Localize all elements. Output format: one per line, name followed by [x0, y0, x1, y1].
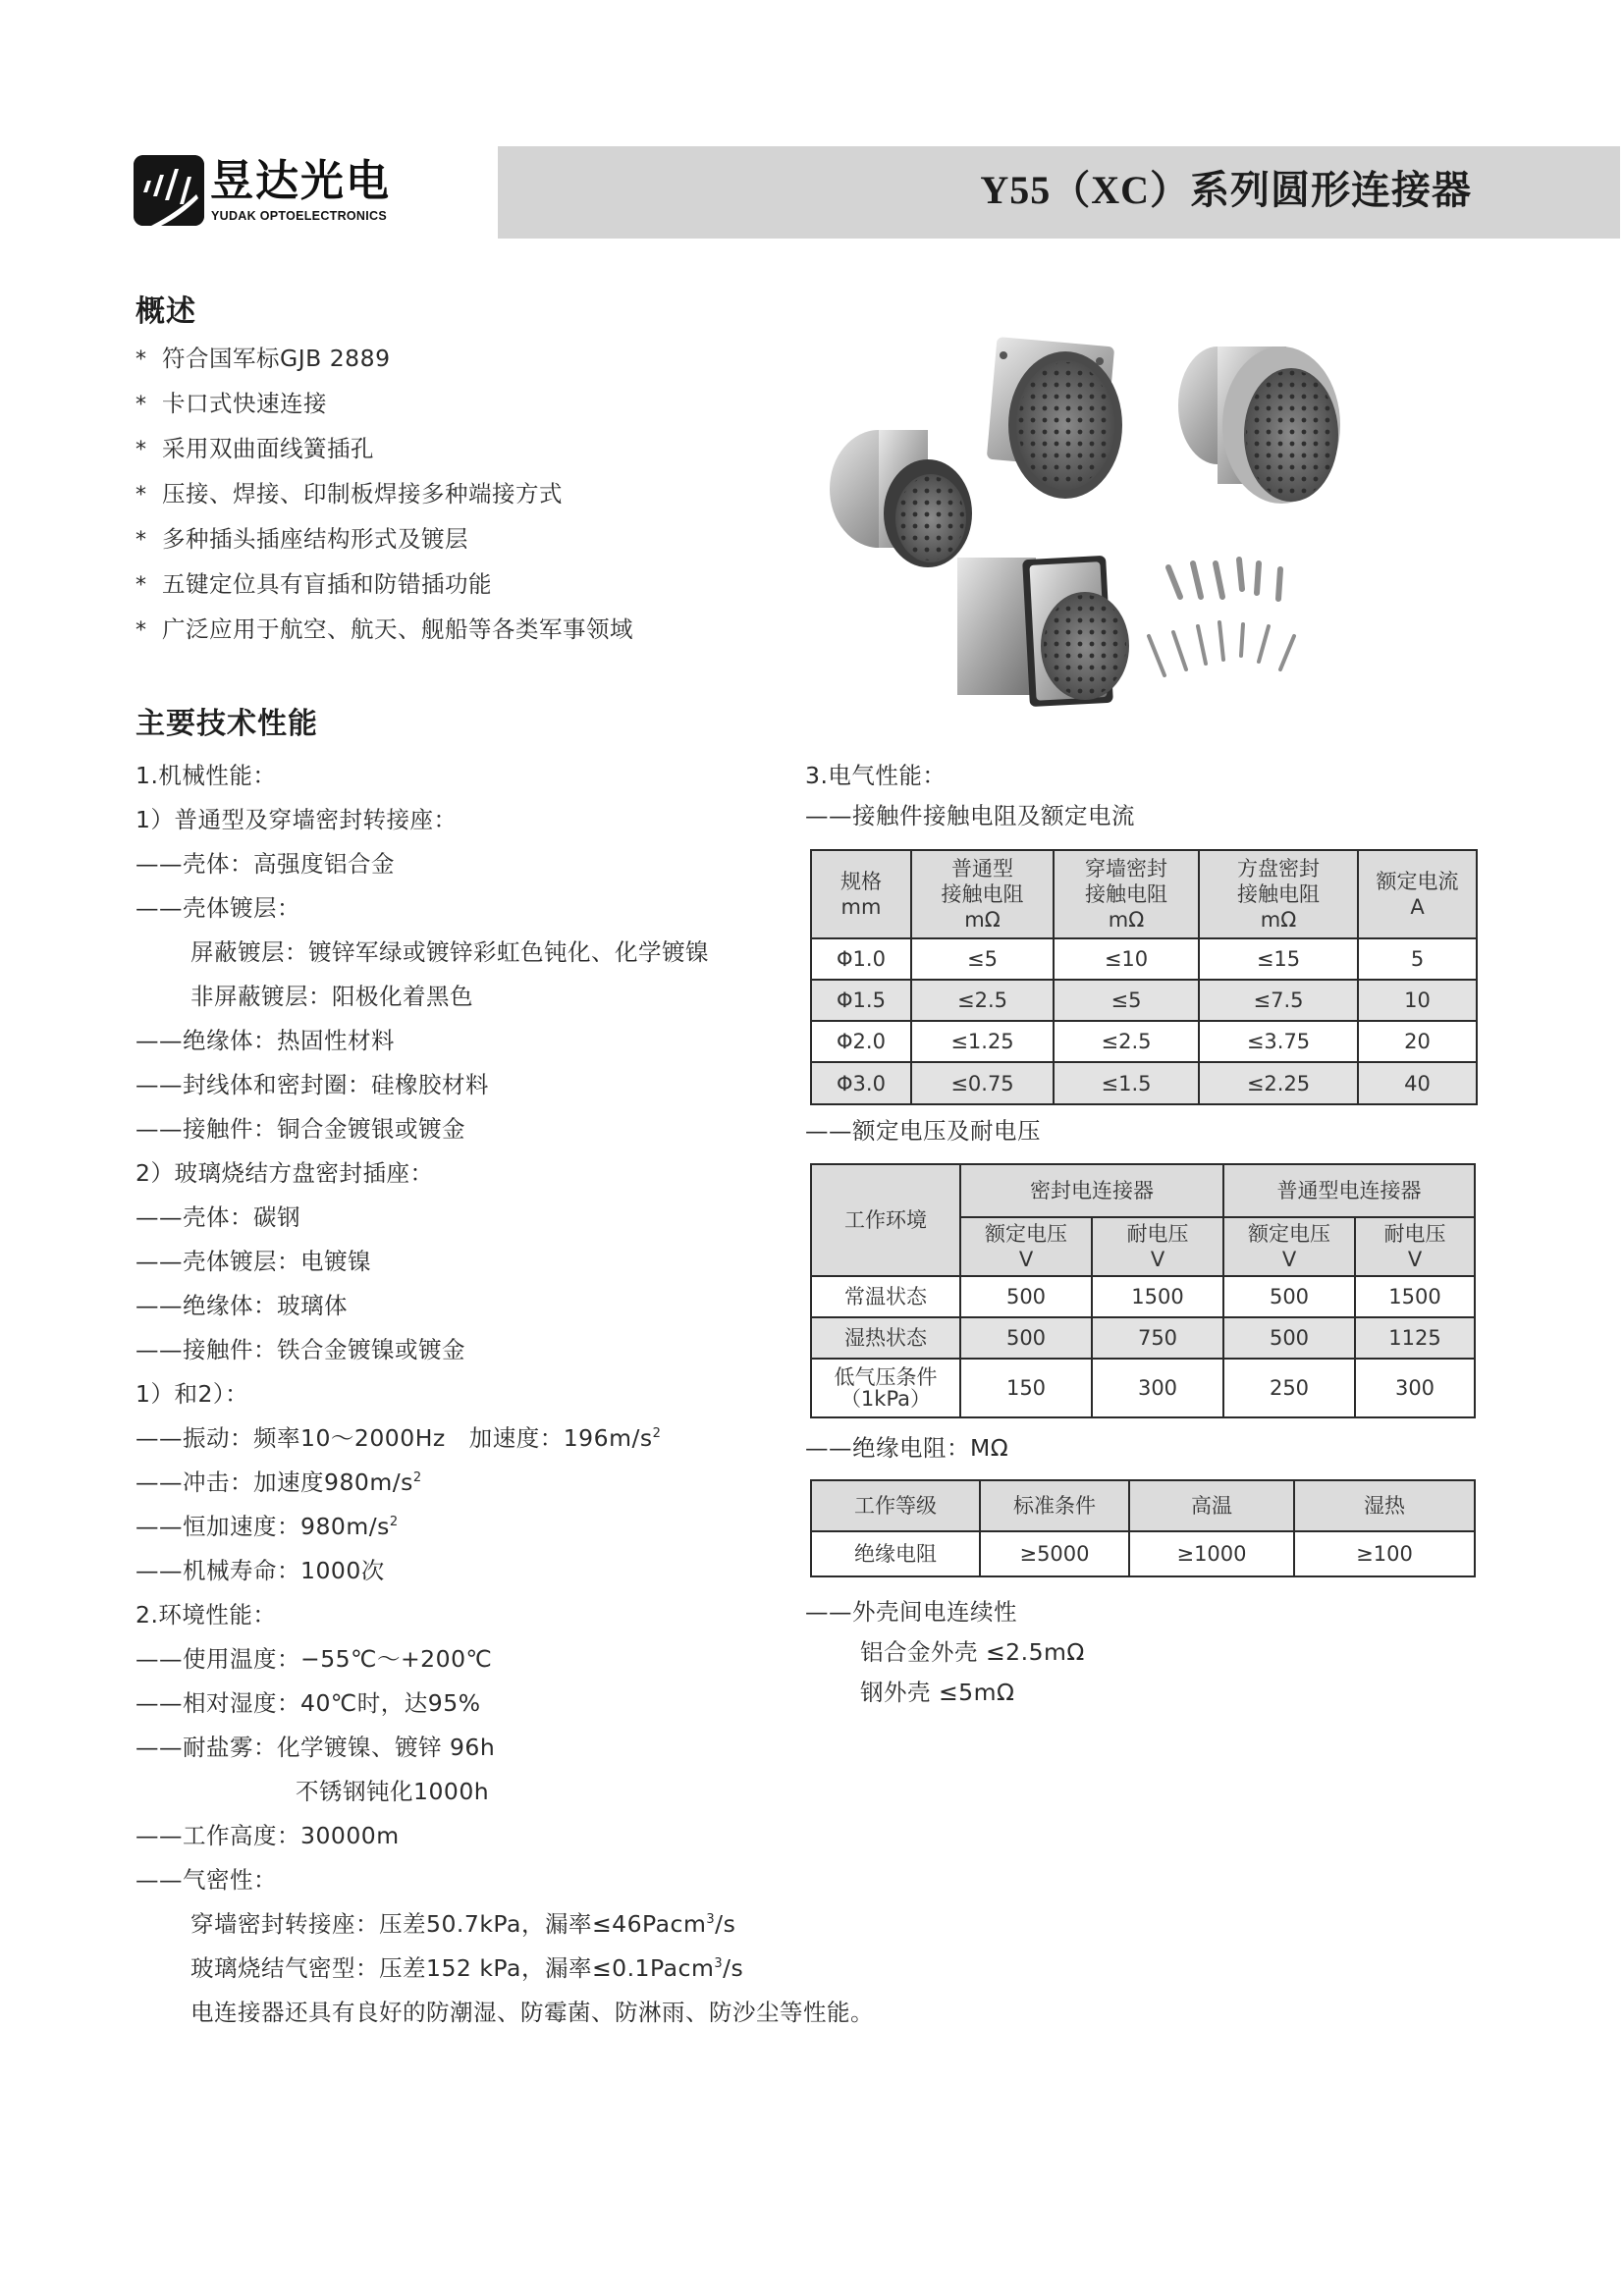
overview-list — [135, 344, 633, 660]
table-row: Φ1.5 ≤2.5 ≤5 ≤7.5 10 — [811, 980, 1477, 1021]
spec-line: ——壳体：高强度铝合金 — [135, 850, 395, 878]
table-header: 耐电压 V — [1092, 1217, 1223, 1276]
logo-icon — [134, 155, 204, 226]
spec-humidity: ——相对湿度：40℃时，达95% — [135, 1689, 481, 1717]
spec-life: ——机械寿命：1000次 — [135, 1557, 385, 1584]
table-row: Φ1.0 ≤5 ≤10 ≤15 5 — [811, 938, 1477, 980]
table-header-row — [811, 1164, 1475, 1217]
table-header: 额定电压 V — [960, 1217, 1092, 1276]
table-header: 额定电压 V — [1223, 1217, 1355, 1276]
spec-salt-2: 不锈钢钝化1000h — [296, 1778, 490, 1805]
company-logo-mark — [134, 155, 204, 226]
electrical-heading: 3.电气性能： — [805, 762, 947, 789]
table-row: 常温状态 500 1500 500 1500 — [811, 1276, 1475, 1317]
table-header: 方盘密封 接触电阻 mΩ — [1199, 850, 1358, 938]
table-header-row — [811, 850, 1477, 938]
mechanical-heading: 1.机械性能： — [135, 762, 277, 789]
spec-temp: ——使用温度：−55℃～+200℃ — [135, 1645, 493, 1673]
spec-line: ——接触件：铜合金镀银或镀金 — [135, 1115, 465, 1143]
table-row: Φ2.0 ≤1.25 ≤2.5 ≤3.75 20 — [811, 1021, 1477, 1062]
table-row: 湿热状态 500 750 500 1125 — [811, 1317, 1475, 1359]
overview-item: * 多种插头插座结构形式及镀层 — [135, 524, 633, 569]
continuity-steel: 钢外壳 ≤5mΩ — [860, 1679, 1015, 1706]
overview-title: 概述 — [135, 294, 196, 329]
spec-line: ——接触件：铁合金镀镍或镀金 — [135, 1336, 465, 1363]
table-row: 绝缘电阻 ≥5000 ≥1000 ≥100 — [811, 1531, 1475, 1576]
overview-item: * 压接、焊接、印制板焊接多种端接方式 — [135, 479, 633, 524]
spec-line: ——封线体和密封圈：硅橡胶材料 — [135, 1071, 489, 1098]
overview-item: * 符合国军标GJB 2889 — [135, 344, 633, 389]
spec-line: ——绝缘体：热固性材料 — [135, 1027, 395, 1054]
overview-item: * 卡口式快速连接 — [135, 389, 633, 434]
spec-const-accel: ——恒加速度：$980m/s^2$ — [135, 1513, 399, 1540]
spec-altitude: ——工作高度：30000m — [135, 1822, 400, 1849]
table-header-row: 工作等级 标准条件 高温 湿热 — [811, 1480, 1475, 1531]
table-header: 普通型 接触电阻 mΩ — [911, 850, 1054, 938]
bullet-star-icon: * — [135, 483, 147, 507]
bullet-star-icon: * — [135, 573, 147, 598]
mechanical-section — [135, 761, 874, 2042]
overview-item: * 广泛应用于航空、航天、舰船等各类军事领域 — [135, 614, 633, 660]
spec-line: 非屏蔽镀层：阳极化着黑色 — [190, 983, 473, 1010]
table-header: 额定电流 A — [1358, 850, 1477, 938]
spec-salt-1: ——耐盐雾：化学镀镍、镀锌 96h — [135, 1734, 496, 1761]
spec-line: 屏蔽镀层：镀锌军绿或镀锌彩虹色钝化、化学镀镍 — [190, 938, 709, 966]
spec-line: ——壳体镀层：电镀镍 — [135, 1248, 371, 1275]
insulation-table-caption: ——绝缘电阻：MΩ — [805, 1434, 1009, 1462]
table-header: 耐电压 V — [1355, 1217, 1475, 1276]
contact-resistance-table — [810, 849, 1478, 1105]
bullet-star-icon: * — [135, 618, 147, 643]
bullet-star-icon: * — [135, 347, 147, 372]
page-title: Y55（XC）系列圆形连接器 — [980, 168, 1472, 212]
spec-extra: 电连接器还具有良好的防潮湿、防霉菌、防淋雨、防沙尘等性能。 — [190, 1999, 874, 2026]
table-header: 规格 mm — [811, 850, 911, 938]
specs-title: 主要技术性能 — [135, 707, 318, 741]
spec-vibration: ——振动：频率10～2000Hz 加速度：$196m/s^2$ — [135, 1424, 662, 1452]
connector-photo-icon — [815, 332, 1404, 715]
mechanical-sub3: 1）和2）： — [135, 1380, 249, 1408]
spec-line: ——壳体：碳钢 — [135, 1203, 300, 1231]
table-row: Φ3.0 ≤0.75 ≤1.5 ≤2.25 40 — [811, 1062, 1477, 1104]
contact-table-caption: ——接触件接触电阻及额定电流 — [805, 802, 1135, 829]
overview-item: * 五键定位具有盲插和防错插功能 — [135, 569, 633, 614]
voltage-table-caption: ——额定电压及耐电压 — [805, 1117, 1041, 1145]
continuity-caption: ——外壳间电连续性 — [805, 1598, 1017, 1626]
spec-shock: ——冲击：加速度$980m/s^2$ — [135, 1468, 422, 1496]
spec-air-2: 玻璃烧结气密型：压差152 kPa，漏率≤0.1Pacm$^3$/s — [190, 1954, 744, 1982]
spec-line: ——绝缘体：玻璃体 — [135, 1292, 348, 1319]
insulation-table — [810, 1479, 1476, 1577]
table-header: 密封电连接器 — [960, 1164, 1223, 1217]
voltage-table — [810, 1163, 1476, 1418]
table-header: 工作环境 — [811, 1164, 960, 1276]
table-header: 穿墙密封 接触电阻 mΩ — [1054, 850, 1199, 938]
bullet-star-icon: * — [135, 528, 147, 553]
mechanical-sub1: 1）普通型及穿墙密封转接座： — [135, 806, 458, 833]
table-row: 低气压条件 （1kPa） 150 300 250 300 — [811, 1359, 1475, 1417]
overview-item: * 采用双曲面线簧插孔 — [135, 434, 633, 479]
bullet-star-icon: * — [135, 438, 147, 462]
continuity-aluminum: 铝合金外壳 ≤2.5mΩ — [860, 1638, 1085, 1666]
table-header: 普通型电连接器 — [1223, 1164, 1475, 1217]
company-name-en: YUDAK OPTOELECTRONICS — [211, 209, 387, 223]
mechanical-sub2: 2）玻璃烧结方盘密封插座： — [135, 1159, 434, 1187]
bullet-star-icon: * — [135, 393, 147, 417]
environmental-heading: 2.环境性能： — [135, 1601, 277, 1629]
product-photo — [815, 332, 1404, 715]
company-name-cn: 昱达光电 — [210, 156, 391, 206]
spec-airtight: ——气密性： — [135, 1866, 277, 1894]
spec-line: ——壳体镀层： — [135, 894, 300, 922]
spec-air-1: 穿墙密封转接座：压差50.7kPa，漏率≤46Pacm$^3$/s — [190, 1910, 736, 1938]
